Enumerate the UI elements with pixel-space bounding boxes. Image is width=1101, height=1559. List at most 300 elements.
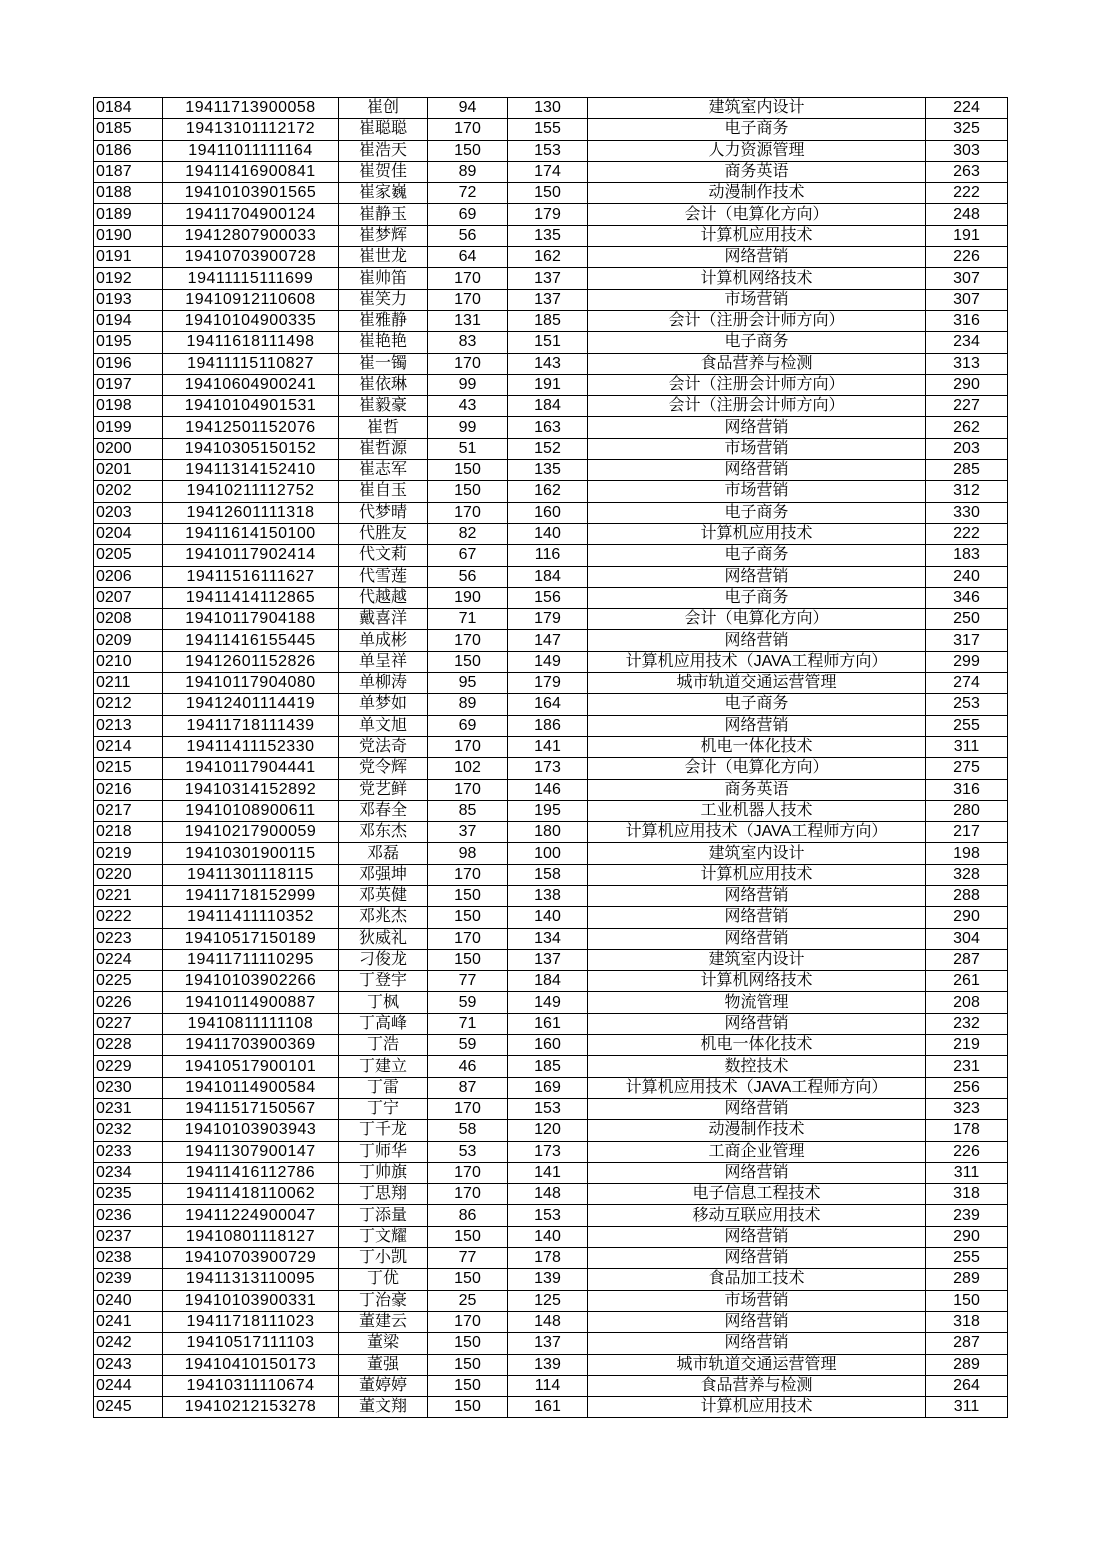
total-cell: 226 [926, 247, 1008, 268]
major-cell: 建筑室内设计 [588, 98, 926, 119]
score2-cell: 148 [508, 1311, 588, 1332]
major-cell: 会计（注册会计师方向） [588, 374, 926, 395]
name-cell: 戴喜洋 [339, 609, 428, 630]
exam-number-cell: 19411314152410 [163, 460, 339, 481]
exam-number-cell: 19411614150100 [163, 523, 339, 544]
seq-cell: 0188 [94, 183, 163, 204]
name-cell: 党法奇 [339, 736, 428, 757]
score2-cell: 140 [508, 907, 588, 928]
score1-cell: 25 [428, 1290, 508, 1311]
exam-number-cell: 19412807900033 [163, 225, 339, 246]
major-cell: 机电一体化技术 [588, 1035, 926, 1056]
score1-cell: 56 [428, 225, 508, 246]
seq-cell: 0240 [94, 1290, 163, 1311]
seq-cell: 0202 [94, 481, 163, 502]
total-cell: 318 [926, 1311, 1008, 1332]
name-cell: 丁师华 [339, 1141, 428, 1162]
name-cell: 代雪莲 [339, 566, 428, 587]
table-row [94, 864, 1008, 885]
score1-cell: 71 [428, 1013, 508, 1034]
total-cell: 264 [926, 1375, 1008, 1396]
name-cell: 邓东杰 [339, 822, 428, 843]
score1-cell: 150 [428, 651, 508, 672]
score1-cell: 95 [428, 673, 508, 694]
major-cell: 网络营销 [588, 1333, 926, 1354]
exam-number-cell: 19411313110095 [163, 1269, 339, 1290]
total-cell: 261 [926, 971, 1008, 992]
exam-number-cell: 19413101112172 [163, 119, 339, 140]
total-cell: 290 [926, 907, 1008, 928]
seq-cell: 0232 [94, 1120, 163, 1141]
name-cell: 代越越 [339, 587, 428, 608]
score1-cell: 46 [428, 1056, 508, 1077]
total-cell: 311 [926, 1397, 1008, 1418]
score2-cell: 130 [508, 98, 588, 119]
exam-number-cell: 19410103901565 [163, 183, 339, 204]
total-cell: 275 [926, 758, 1008, 779]
score1-cell: 150 [428, 1375, 508, 1396]
name-cell: 董婷婷 [339, 1375, 428, 1396]
exam-number-cell: 19410104900335 [163, 310, 339, 331]
exam-number-cell: 19411416900841 [163, 161, 339, 182]
score2-cell: 139 [508, 1269, 588, 1290]
major-cell: 计算机网络技术 [588, 268, 926, 289]
table-row [94, 310, 1008, 331]
name-cell: 崔志军 [339, 460, 428, 481]
total-cell: 222 [926, 183, 1008, 204]
table-row [94, 928, 1008, 949]
score2-cell: 160 [508, 1035, 588, 1056]
major-cell: 网络营销 [588, 630, 926, 651]
total-cell: 256 [926, 1077, 1008, 1098]
score1-cell: 37 [428, 822, 508, 843]
total-cell: 198 [926, 843, 1008, 864]
exam-number-cell: 19411416112786 [163, 1162, 339, 1183]
name-cell: 代文莉 [339, 545, 428, 566]
score2-cell: 140 [508, 1226, 588, 1247]
name-cell: 崔一镯 [339, 353, 428, 374]
score1-cell: 150 [428, 885, 508, 906]
major-cell: 网络营销 [588, 715, 926, 736]
table-row [94, 630, 1008, 651]
major-cell: 计算机应用技术 [588, 523, 926, 544]
exam-number-cell: 19411704900124 [163, 204, 339, 225]
name-cell: 丁建立 [339, 1056, 428, 1077]
table-row [94, 736, 1008, 757]
score2-cell: 162 [508, 481, 588, 502]
name-cell: 丁小凯 [339, 1248, 428, 1269]
score1-cell: 58 [428, 1120, 508, 1141]
total-cell: 287 [926, 949, 1008, 970]
total-cell: 285 [926, 460, 1008, 481]
score1-cell: 43 [428, 396, 508, 417]
name-cell: 丁雷 [339, 1077, 428, 1098]
name-cell: 邓春全 [339, 800, 428, 821]
score1-cell: 170 [428, 736, 508, 757]
table-row [94, 247, 1008, 268]
exam-number-cell: 19410604900241 [163, 374, 339, 395]
seq-cell: 0218 [94, 822, 163, 843]
total-cell: 312 [926, 481, 1008, 502]
exam-number-cell: 19410314152892 [163, 779, 339, 800]
name-cell: 崔哲源 [339, 438, 428, 459]
seq-cell: 0227 [94, 1013, 163, 1034]
table-row [94, 481, 1008, 502]
major-cell: 网络营销 [588, 1226, 926, 1247]
score1-cell: 71 [428, 609, 508, 630]
table-row [94, 715, 1008, 736]
major-cell: 会计（电算化方向） [588, 758, 926, 779]
total-cell: 217 [926, 822, 1008, 843]
name-cell: 丁文耀 [339, 1226, 428, 1247]
seq-cell: 0199 [94, 417, 163, 438]
major-cell: 计算机应用技术 [588, 225, 926, 246]
table-row [94, 1056, 1008, 1077]
table-row [94, 1098, 1008, 1119]
exam-number-cell: 19410117904188 [163, 609, 339, 630]
name-cell: 代梦晴 [339, 502, 428, 523]
score1-cell: 170 [428, 1184, 508, 1205]
score2-cell: 134 [508, 928, 588, 949]
score2-cell: 149 [508, 651, 588, 672]
seq-cell: 0211 [94, 673, 163, 694]
score1-cell: 59 [428, 992, 508, 1013]
table-row [94, 225, 1008, 246]
table-row [94, 502, 1008, 523]
score2-cell: 179 [508, 673, 588, 694]
major-cell: 食品营养与检测 [588, 353, 926, 374]
name-cell: 丁枫 [339, 992, 428, 1013]
score1-cell: 77 [428, 1248, 508, 1269]
total-cell: 325 [926, 119, 1008, 140]
seq-cell: 0197 [94, 374, 163, 395]
score2-cell: 161 [508, 1397, 588, 1418]
name-cell: 丁思翔 [339, 1184, 428, 1205]
score1-cell: 150 [428, 1397, 508, 1418]
major-cell: 食品营养与检测 [588, 1375, 926, 1396]
major-cell: 建筑室内设计 [588, 843, 926, 864]
score1-cell: 170 [428, 864, 508, 885]
total-cell: 178 [926, 1120, 1008, 1141]
table-row [94, 545, 1008, 566]
major-cell: 计算机应用技术（JAVA工程师方向） [588, 1077, 926, 1098]
major-cell: 市场营销 [588, 1290, 926, 1311]
score2-cell: 114 [508, 1375, 588, 1396]
score1-cell: 170 [428, 630, 508, 651]
name-cell: 邓强坤 [339, 864, 428, 885]
seq-cell: 0230 [94, 1077, 163, 1098]
seq-cell: 0217 [94, 800, 163, 821]
exam-number-cell: 19410117902414 [163, 545, 339, 566]
name-cell: 单梦如 [339, 694, 428, 715]
seq-cell: 0229 [94, 1056, 163, 1077]
total-cell: 307 [926, 289, 1008, 310]
seq-cell: 0219 [94, 843, 163, 864]
score2-cell: 153 [508, 1205, 588, 1226]
total-cell: 290 [926, 1226, 1008, 1247]
table-row [94, 396, 1008, 417]
major-cell: 动漫制作技术 [588, 183, 926, 204]
score2-cell: 195 [508, 800, 588, 821]
major-cell: 电子商务 [588, 119, 926, 140]
total-cell: 248 [926, 204, 1008, 225]
name-cell: 单成彬 [339, 630, 428, 651]
score2-cell: 184 [508, 396, 588, 417]
total-cell: 255 [926, 1248, 1008, 1269]
score2-cell: 150 [508, 183, 588, 204]
total-cell: 304 [926, 928, 1008, 949]
score1-cell: 99 [428, 417, 508, 438]
major-cell: 网络营销 [588, 885, 926, 906]
score2-cell: 162 [508, 247, 588, 268]
total-cell: 203 [926, 438, 1008, 459]
total-cell: 323 [926, 1098, 1008, 1119]
total-cell: 311 [926, 1162, 1008, 1183]
total-cell: 231 [926, 1056, 1008, 1077]
total-cell: 253 [926, 694, 1008, 715]
exam-number-cell: 19410801118127 [163, 1226, 339, 1247]
score2-cell: 163 [508, 417, 588, 438]
seq-cell: 0193 [94, 289, 163, 310]
seq-cell: 0203 [94, 502, 163, 523]
table-row [94, 268, 1008, 289]
exam-number-cell: 19410301900115 [163, 843, 339, 864]
score2-cell: 152 [508, 438, 588, 459]
major-cell: 城市轨道交通运营管理 [588, 673, 926, 694]
score2-cell: 137 [508, 949, 588, 970]
exam-number-cell: 19411011111164 [163, 140, 339, 161]
score1-cell: 77 [428, 971, 508, 992]
table-row [94, 992, 1008, 1013]
name-cell: 董强 [339, 1354, 428, 1375]
name-cell: 董建云 [339, 1311, 428, 1332]
major-cell: 市场营销 [588, 289, 926, 310]
table-row [94, 1035, 1008, 1056]
exam-number-cell: 19410108900611 [163, 800, 339, 821]
table-row [94, 822, 1008, 843]
name-cell: 邓磊 [339, 843, 428, 864]
exam-number-cell: 19411416155445 [163, 630, 339, 651]
table-row [94, 119, 1008, 140]
score1-cell: 51 [428, 438, 508, 459]
total-cell: 290 [926, 374, 1008, 395]
score-table-body [94, 98, 1008, 1418]
total-cell: 346 [926, 587, 1008, 608]
seq-cell: 0195 [94, 332, 163, 353]
total-cell: 289 [926, 1354, 1008, 1375]
table-row [94, 523, 1008, 544]
name-cell: 丁添量 [339, 1205, 428, 1226]
score1-cell: 170 [428, 928, 508, 949]
seq-cell: 0196 [94, 353, 163, 374]
name-cell: 崔自玉 [339, 481, 428, 502]
table-row [94, 353, 1008, 374]
score1-cell: 102 [428, 758, 508, 779]
table-row [94, 417, 1008, 438]
exam-number-cell: 19412501152076 [163, 417, 339, 438]
score1-cell: 69 [428, 204, 508, 225]
exam-number-cell: 19411711110295 [163, 949, 339, 970]
table-row [94, 1354, 1008, 1375]
exam-number-cell: 19410517900101 [163, 1056, 339, 1077]
exam-number-cell: 19410517150189 [163, 928, 339, 949]
exam-number-cell: 19411718111439 [163, 715, 339, 736]
table-row [94, 1184, 1008, 1205]
table-row [94, 1333, 1008, 1354]
total-cell: 240 [926, 566, 1008, 587]
table-row [94, 758, 1008, 779]
score2-cell: 120 [508, 1120, 588, 1141]
score1-cell: 87 [428, 1077, 508, 1098]
major-cell: 商务英语 [588, 779, 926, 800]
table-row [94, 609, 1008, 630]
major-cell: 工业机器人技术 [588, 800, 926, 821]
table-row [94, 651, 1008, 672]
exam-number-cell: 19410103903943 [163, 1120, 339, 1141]
table-row [94, 1375, 1008, 1396]
table-row [94, 1077, 1008, 1098]
major-cell: 网络营销 [588, 1248, 926, 1269]
name-cell: 崔浩天 [339, 140, 428, 161]
table-row [94, 843, 1008, 864]
total-cell: 234 [926, 332, 1008, 353]
table-row [94, 1013, 1008, 1034]
table-row [94, 1205, 1008, 1226]
table-row [94, 98, 1008, 119]
total-cell: 289 [926, 1269, 1008, 1290]
table-row [94, 885, 1008, 906]
score1-cell: 98 [428, 843, 508, 864]
score2-cell: 155 [508, 119, 588, 140]
seq-cell: 0215 [94, 758, 163, 779]
major-cell: 数控技术 [588, 1056, 926, 1077]
score2-cell: 151 [508, 332, 588, 353]
score1-cell: 170 [428, 779, 508, 800]
major-cell: 会计（电算化方向） [588, 609, 926, 630]
name-cell: 代胜友 [339, 523, 428, 544]
name-cell: 刁俊龙 [339, 949, 428, 970]
major-cell: 商务英语 [588, 161, 926, 182]
total-cell: 208 [926, 992, 1008, 1013]
seq-cell: 0200 [94, 438, 163, 459]
major-cell: 网络营销 [588, 1098, 926, 1119]
seq-cell: 0194 [94, 310, 163, 331]
table-row [94, 438, 1008, 459]
total-cell: 222 [926, 523, 1008, 544]
score2-cell: 156 [508, 587, 588, 608]
score1-cell: 82 [428, 523, 508, 544]
seq-cell: 0205 [94, 545, 163, 566]
exam-number-cell: 19410103900331 [163, 1290, 339, 1311]
name-cell: 党艺鲜 [339, 779, 428, 800]
seq-cell: 0212 [94, 694, 163, 715]
score1-cell: 150 [428, 1269, 508, 1290]
score2-cell: 191 [508, 374, 588, 395]
score1-cell: 56 [428, 566, 508, 587]
major-cell: 电子商务 [588, 694, 926, 715]
score1-cell: 69 [428, 715, 508, 736]
table-row [94, 1162, 1008, 1183]
seq-cell: 0185 [94, 119, 163, 140]
total-cell: 303 [926, 140, 1008, 161]
major-cell: 网络营销 [588, 907, 926, 928]
score2-cell: 180 [508, 822, 588, 843]
name-cell: 崔帅笛 [339, 268, 428, 289]
total-cell: 274 [926, 673, 1008, 694]
score2-cell: 185 [508, 310, 588, 331]
name-cell: 单文旭 [339, 715, 428, 736]
seq-cell: 0226 [94, 992, 163, 1013]
table-row [94, 289, 1008, 310]
seq-cell: 0236 [94, 1205, 163, 1226]
score2-cell: 135 [508, 225, 588, 246]
seq-cell: 0187 [94, 161, 163, 182]
exam-number-cell: 19411115111699 [163, 268, 339, 289]
name-cell: 丁优 [339, 1269, 428, 1290]
major-cell: 网络营销 [588, 417, 926, 438]
score1-cell: 170 [428, 289, 508, 310]
name-cell: 崔笑力 [339, 289, 428, 310]
major-cell: 网络营销 [588, 1311, 926, 1332]
exam-number-cell: 19411414112865 [163, 587, 339, 608]
score2-cell: 173 [508, 1141, 588, 1162]
seq-cell: 0216 [94, 779, 163, 800]
name-cell: 董文翔 [339, 1397, 428, 1418]
score2-cell: 100 [508, 843, 588, 864]
score1-cell: 59 [428, 1035, 508, 1056]
score1-cell: 85 [428, 800, 508, 821]
exam-number-cell: 19411703900369 [163, 1035, 339, 1056]
name-cell: 丁千龙 [339, 1120, 428, 1141]
exam-number-cell: 19411307900147 [163, 1141, 339, 1162]
total-cell: 316 [926, 779, 1008, 800]
score2-cell: 153 [508, 140, 588, 161]
table-row [94, 204, 1008, 225]
major-cell: 工商企业管理 [588, 1141, 926, 1162]
score2-cell: 161 [508, 1013, 588, 1034]
table-row [94, 183, 1008, 204]
table-row [94, 949, 1008, 970]
score1-cell: 170 [428, 502, 508, 523]
seq-cell: 0184 [94, 98, 163, 119]
exam-number-cell: 19410114900584 [163, 1077, 339, 1098]
seq-cell: 0220 [94, 864, 163, 885]
major-cell: 人力资源管理 [588, 140, 926, 161]
score1-cell: 170 [428, 1311, 508, 1332]
total-cell: 288 [926, 885, 1008, 906]
score2-cell: 147 [508, 630, 588, 651]
exam-number-cell: 19410114900887 [163, 992, 339, 1013]
major-cell: 动漫制作技术 [588, 1120, 926, 1141]
major-cell: 市场营销 [588, 438, 926, 459]
score1-cell: 150 [428, 1226, 508, 1247]
name-cell: 崔贺佳 [339, 161, 428, 182]
seq-cell: 0209 [94, 630, 163, 651]
exam-number-cell: 19412401114419 [163, 694, 339, 715]
score2-cell: 184 [508, 971, 588, 992]
major-cell: 建筑室内设计 [588, 949, 926, 970]
total-cell: 328 [926, 864, 1008, 885]
score2-cell: 164 [508, 694, 588, 715]
name-cell: 丁治豪 [339, 1290, 428, 1311]
score2-cell: 153 [508, 1098, 588, 1119]
score2-cell: 125 [508, 1290, 588, 1311]
seq-cell: 0222 [94, 907, 163, 928]
score1-cell: 67 [428, 545, 508, 566]
exam-number-cell: 19410703900729 [163, 1248, 339, 1269]
seq-cell: 0206 [94, 566, 163, 587]
total-cell: 317 [926, 630, 1008, 651]
